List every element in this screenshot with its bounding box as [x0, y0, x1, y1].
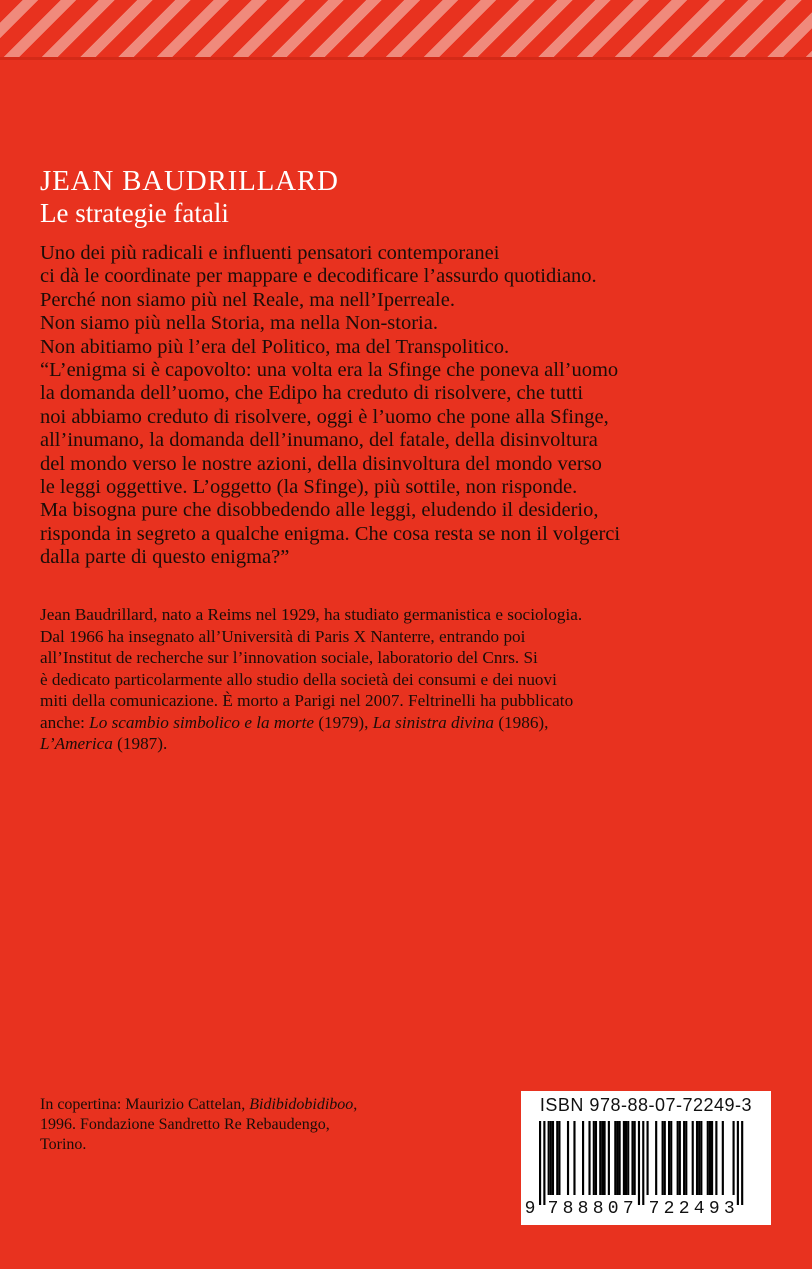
barcode-bar	[550, 1121, 552, 1195]
work-year: (1986),	[494, 712, 549, 732]
barcode-bar	[582, 1121, 584, 1195]
barcode-digit: 8	[562, 1199, 574, 1219]
blurb-line: del mondo verso le nostre azioni, della disinvoltura del mondo verso	[40, 452, 602, 475]
isbn-label: ISBN 978-88-07-72249-3	[539, 1095, 753, 1115]
barcode-bar	[588, 1121, 590, 1195]
barcode-bar	[595, 1121, 597, 1195]
barcode-bar	[707, 1121, 709, 1195]
work-year: (1987).	[112, 734, 168, 753]
barcode-bar	[696, 1121, 698, 1195]
blurb-line: la domanda dell’uomo, che Edipo ha creduto di risolvere, che tutti	[40, 382, 584, 405]
barcode-bar	[709, 1121, 711, 1195]
blurb-line: Uno dei più radicali e influenti pensatori contemporanei	[40, 242, 500, 264]
blurb-line: ci dà le coordinate per mappare e decodificare l’assurdo quotidiano.	[40, 265, 597, 288]
barcode-bar	[677, 1121, 679, 1195]
barcode-bar	[715, 1121, 717, 1195]
bio-line: Jean Baudrillard, nato a Reims nel 1929, ha studiato germanistica e sociologia.	[40, 605, 583, 624]
barcode-bar	[616, 1121, 618, 1195]
bio-works-line	[40, 733, 812, 755]
blurb-line: Perché non siamo più nel Reale, ma nell’Iperreale.	[40, 288, 455, 311]
bio-works-prefix: anche:	[40, 712, 90, 732]
barcode-bar	[664, 1121, 666, 1195]
barcode-digit: 8	[577, 1199, 589, 1219]
credits-line	[40, 1095, 357, 1115]
bio-line: all’Institut de recherche sur l’innovation sociale, laboratorio del Cnrs. Si	[40, 648, 538, 667]
isbn-barcode	[521, 1091, 771, 1225]
barcode-bar	[685, 1121, 687, 1195]
blurb-line: noi abbiamo creduto di risolvere, oggi è l’uomo che pone alla Sfinge,	[40, 405, 609, 428]
bio-works-line	[40, 712, 812, 734]
cover-credits	[40, 1095, 357, 1155]
barcode-bar	[692, 1121, 694, 1195]
barcode-digit: 2	[663, 1199, 675, 1219]
barcode-digit: 9	[708, 1199, 720, 1219]
diagonal-stripe-band	[0, 0, 812, 60]
barcode-bar	[670, 1121, 672, 1195]
barcode-guard-bar	[543, 1121, 545, 1205]
artwork-title: Bidibidobidiboo	[249, 1096, 354, 1113]
blurb-line: “L’enigma si è capovolto: una volta era la Sfinge che poneva all’uomo	[40, 359, 619, 382]
barcode-guard-bar	[737, 1121, 739, 1205]
work-year: (1979),	[314, 712, 373, 732]
barcode-bar	[733, 1121, 735, 1195]
credits-prefix: In copertina: Maurizio Cattelan,	[40, 1096, 250, 1113]
barcode-digit: 7	[648, 1199, 660, 1219]
credits-line: Torino.	[40, 1136, 87, 1153]
barcode-bar	[604, 1121, 606, 1195]
barcode-guard-bar	[638, 1121, 640, 1205]
barcode-digit: 7	[622, 1199, 634, 1219]
barcode-bar	[698, 1121, 700, 1195]
blurb-line: dalla parte di questo enigma?”	[40, 546, 290, 569]
blurb-line: Non siamo più nella Storia, ma nella Non-storia.	[40, 312, 438, 335]
barcode-bar	[619, 1121, 621, 1195]
barcode-bar	[655, 1121, 657, 1195]
author-biography	[40, 604, 812, 755]
blurb-line: Ma bisogna pure che disobbedendo alle leggi, eludendo il desiderio,	[40, 499, 599, 522]
barcode-bar	[631, 1121, 633, 1195]
blurb-line: le leggi oggettive. L’oggetto (la Sfinge), più sottile, non risponde.	[40, 476, 578, 499]
barcode-bar	[608, 1121, 610, 1195]
barcode-guard-bar	[741, 1121, 743, 1205]
credits-line: 1996. Fondazione Sandretto Re Rebaudengo,	[40, 1116, 330, 1133]
work-title: Lo scambio simbolico e la morte	[89, 712, 315, 732]
barcode-bar	[599, 1121, 601, 1195]
barcode-bar	[601, 1121, 603, 1195]
barcode-bar	[556, 1121, 558, 1195]
barcode-digit: 4	[693, 1199, 705, 1219]
barcode-guard-bar	[642, 1121, 644, 1205]
blurb-line: risponda in segreto a qualche enigma. Che cosa resta se non il volgerci	[40, 522, 621, 545]
barcode-bar	[700, 1121, 702, 1195]
blurb-line: Non abitiamo più l’era del Politico, ma del Transpolitico.	[40, 335, 510, 358]
barcode-bar	[662, 1121, 664, 1195]
bio-line: è dedicato particolarmente allo studio della società dei consumi e dei nuovi	[40, 669, 557, 689]
barcode-bar	[722, 1121, 724, 1195]
author-name: JEAN BAUDRILLARD	[40, 165, 339, 197]
barcode-bar	[683, 1121, 685, 1195]
blurb-line: all’inumano, la domanda dell’inumano, del fatale, della disinvoltura	[40, 429, 598, 452]
barcode-bar	[623, 1121, 625, 1195]
bio-line: Dal 1966 ha insegnato all’Università di Paris X Nanterre, entrando poi	[40, 626, 526, 646]
barcode-bar	[558, 1121, 560, 1195]
barcode-digit: 8	[592, 1199, 604, 1219]
work-title: La sinistra divina	[372, 712, 495, 732]
credits-suffix: ,	[353, 1096, 358, 1113]
barcode-bar	[647, 1121, 649, 1195]
book-title: Le strategie fatali	[40, 198, 229, 228]
barcode-bar	[679, 1121, 681, 1195]
work-title: L’America	[40, 734, 113, 753]
barcode-bar	[548, 1121, 550, 1195]
barcode-bar	[573, 1121, 575, 1195]
barcode-graphic	[521, 1119, 771, 1223]
barcode-digit: 2	[678, 1199, 690, 1219]
barcode-bar	[625, 1121, 627, 1195]
barcode-bar	[593, 1121, 595, 1195]
barcode-guard-bar	[539, 1121, 541, 1205]
barcode-bar	[552, 1121, 554, 1195]
barcode-digit: 3	[723, 1199, 735, 1219]
barcode-bar	[668, 1121, 670, 1195]
barcode-bar	[634, 1121, 636, 1195]
barcode-bar	[614, 1121, 616, 1195]
bio-line: miti della comunicazione. È morto a Parigi nel 2007. Feltrinelli ha pubblicato	[40, 691, 574, 710]
barcode-bar	[627, 1121, 629, 1195]
barcode-bar	[567, 1121, 569, 1195]
barcode-digit: 9	[524, 1199, 536, 1219]
barcode-bar	[711, 1121, 713, 1195]
blurb-text	[40, 242, 812, 570]
barcode-digit: 7	[547, 1199, 559, 1219]
barcode-digit: 0	[607, 1199, 619, 1219]
